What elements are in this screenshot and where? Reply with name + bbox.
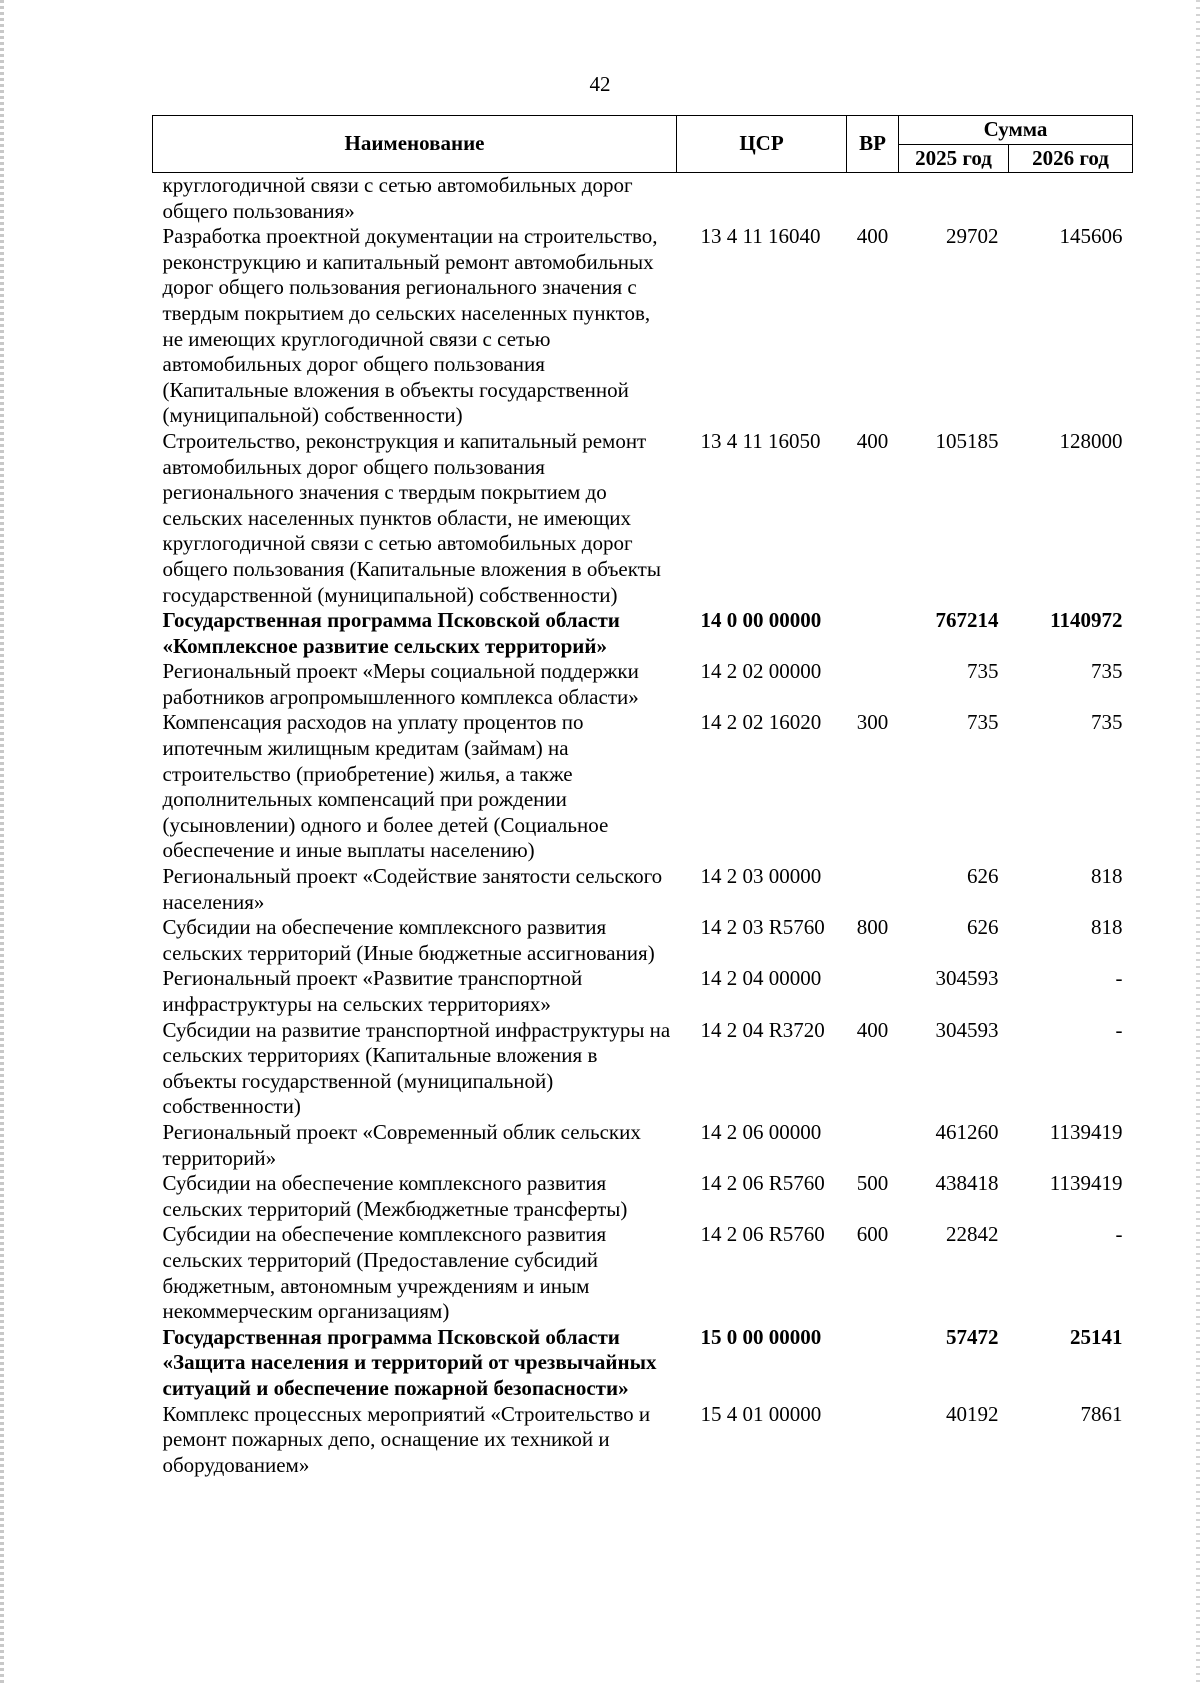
row-name: Региональный проект «Меры социальной поддержки работников агропромышленного комплекса области» (162, 659, 639, 709)
row-sum-2026: 25141 (1070, 1324, 1123, 1349)
table-row (153, 1222, 1133, 1324)
table-row (153, 429, 1133, 608)
row-csr: 14 2 04 R3720 (700, 1017, 825, 1042)
row-sum-2025: 304593 (935, 966, 999, 991)
header-year-2025: 2025 год (899, 144, 1009, 173)
row-sum-2025: 29702 (946, 224, 999, 249)
row-csr: 14 0 00 00000 (700, 608, 822, 633)
table-row (153, 710, 1133, 864)
row-vr: 400 (856, 428, 889, 453)
row-csr: 15 4 01 00000 (700, 1401, 822, 1426)
header-year-2026: 2026 год (1009, 144, 1133, 173)
row-vr: 600 (856, 1222, 889, 1247)
row-sum-2026: 1139419 (1049, 1171, 1123, 1196)
header-name: Наименование (153, 116, 677, 173)
row-sum-2026 (1009, 173, 1133, 225)
table-row (153, 1171, 1133, 1222)
row-sum-2025 (899, 173, 1009, 225)
table-row (153, 1120, 1133, 1171)
budget-table (152, 115, 1133, 1478)
row-csr (677, 173, 847, 225)
page-number: 42 (589, 72, 611, 96)
row-csr: 14 2 02 00000 (700, 659, 822, 684)
row-name: Региональный проект «Современный облик сельских территорий» (162, 1119, 641, 1170)
table-header (153, 116, 1133, 173)
row-vr: 400 (856, 1017, 889, 1042)
row-sum-2025: 767214 (935, 608, 999, 633)
row-csr: 13 4 11 16050 (700, 428, 821, 453)
row-vr: 500 (856, 1171, 889, 1196)
row-sum-2025: 105185 (935, 428, 999, 453)
table-row (153, 1325, 1133, 1402)
row-name: Государственная программа Псковской области «Комплексное развитие сельских территорий» (162, 608, 620, 658)
table-row (153, 966, 1133, 1017)
table-row (153, 864, 1133, 915)
table-row (153, 659, 1133, 710)
row-sum-2025: 735 (967, 710, 999, 735)
row-sum-2025: 735 (967, 659, 999, 684)
row-sum-2026: 735 (1091, 659, 1123, 684)
row-csr: 14 2 06 R5760 (700, 1171, 825, 1196)
table-row (153, 915, 1133, 966)
header-vr: ВР (847, 116, 899, 173)
row-vr (847, 173, 899, 225)
row-sum-2026: 818 (1091, 915, 1123, 940)
row-csr: 14 2 04 00000 (700, 966, 822, 991)
row-csr: 14 2 03 00000 (700, 864, 822, 889)
header-sum: Сумма (899, 116, 1133, 145)
row-csr: 14 2 06 R5760 (700, 1222, 825, 1247)
row-vr (847, 966, 899, 1017)
row-name: Региональный проект «Развитие транспортной инфраструктуры на сельских территориях» (162, 966, 583, 1016)
row-name: Субсидии на развитие транспортной инфраструктуры на сельских территориях (Капитальные вложения в объекты государственной (муниципальной) собственности) (162, 1017, 671, 1119)
row-name: Комплекс процессных мероприятий «Строительство и ремонт пожарных депо, оснащение их техникой и оборудованием» (162, 1401, 651, 1477)
row-sum-2025: 40192 (946, 1401, 999, 1426)
row-sum-2025: 461260 (935, 1119, 999, 1144)
row-sum-2025: 626 (967, 864, 999, 889)
scan-edge-right (1196, 0, 1200, 1686)
row-sum-2025: 57472 (946, 1324, 999, 1349)
row-sum-2025: 22842 (946, 1222, 999, 1247)
row-vr: 800 (856, 915, 889, 940)
row-vr: 400 (856, 224, 889, 249)
row-csr: 15 0 00 00000 (700, 1324, 822, 1349)
row-vr (847, 1120, 899, 1171)
row-csr: 13 4 11 16040 (700, 224, 821, 249)
table-row (153, 1402, 1133, 1479)
row-sum-2026: - (1115, 1017, 1123, 1042)
row-sum-2026: 128000 (1059, 428, 1123, 453)
row-name: Субсидии на обеспечение комплексного развития сельских территорий (Предоставление субсидий бюджетным, автономным учреждениям и иным некоммерческим организациям) (162, 1222, 607, 1324)
row-name: Государственная программа Псковской области «Защита населения и территорий от чрезвычайных ситуаций и обеспечение пожарной безопасности» (162, 1324, 657, 1400)
row-name: Компенсация расходов на уплату процентов по ипотечным жилищным кредитам (займам) на строительство (приобретение) жилья, а также дополнительных компенсаций при рождении (усыновлении) одного и более детей (Социальное обеспечение и иные выплаты населению) (162, 710, 609, 863)
row-name: Региональный проект «Содействие занятости сельского населения» (162, 864, 663, 914)
row-name: Субсидии на обеспечение комплексного развития сельских территорий (Иные бюджетные ассигнования) (162, 915, 655, 965)
row-csr: 14 2 06 00000 (700, 1119, 822, 1144)
row-vr (847, 864, 899, 915)
row-sum-2026: - (1115, 1222, 1123, 1247)
row-csr: 14 2 02 16020 (700, 710, 822, 735)
row-sum-2026: 735 (1091, 710, 1123, 735)
table-row (153, 224, 1133, 429)
row-name: Субсидии на обеспечение комплексного развития сельских территорий (Межбюджетные трансферты) (162, 1171, 628, 1221)
table-row (153, 608, 1133, 659)
row-vr (847, 1325, 899, 1402)
header-csr: ЦСР (677, 116, 847, 173)
row-vr: 300 (856, 710, 889, 735)
table-row (153, 1018, 1133, 1120)
table-body (153, 173, 1133, 1479)
row-sum-2026: 818 (1091, 864, 1123, 889)
row-vr (847, 608, 899, 659)
row-sum-2026: - (1115, 966, 1123, 991)
row-sum-2026: 1140972 (1050, 608, 1123, 633)
row-sum-2025: 626 (967, 915, 999, 940)
table-row (153, 173, 1133, 225)
row-csr: 14 2 03 R5760 (700, 915, 825, 940)
row-vr (847, 659, 899, 710)
row-sum-2026: 7861 (1080, 1401, 1123, 1426)
row-sum-2026: 145606 (1059, 224, 1123, 249)
row-name: Строительство, реконструкция и капитальный ремонт автомобильных дорог общего пользования регионального значения с твердым покрытием до сельских населенных пунктов области, не имеющих круглогодичной связи с сетью автомобильных дорог общего пользования (Капитальные вложения в объекты государственной (муниципальной) собственности) (162, 428, 661, 607)
row-name: круглогодичной связи с сетью автомобильных дорог общего пользования» (162, 173, 633, 223)
row-vr (847, 1402, 899, 1479)
row-name: Разработка проектной документации на строительство, реконструкцию и капитальный ремонт автомобильных дорог общего пользования регионального значения с твердым покрытием до сельских населенных пунктов, не имеющих круглогодичной связи с сетью автомобильных дорог общего пользования (Капитальные вложения в объекты государственной (муниципальной) собственности) (162, 224, 658, 428)
row-sum-2026: 1139419 (1049, 1119, 1123, 1144)
scan-edge-left (0, 0, 4, 1686)
row-sum-2025: 304593 (935, 1017, 999, 1042)
row-sum-2025: 438418 (935, 1171, 999, 1196)
